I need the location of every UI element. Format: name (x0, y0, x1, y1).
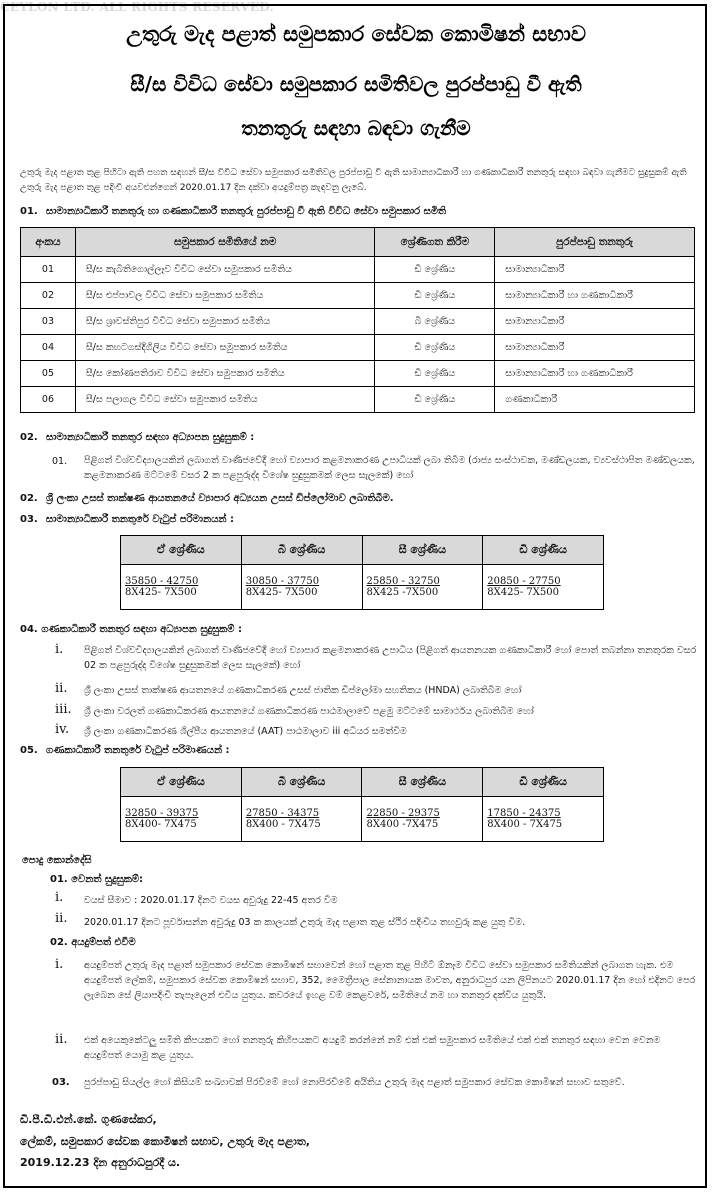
societies-table (20, 227, 695, 413)
table-cell: ඩී ශ්‍රේණිය (375, 283, 495, 309)
salary-cell (362, 565, 483, 610)
salary-steps: 8X425- 7X500 (487, 587, 559, 598)
section-number: 02. (20, 493, 38, 504)
table-cell: සී/ස කෝණපතිරාව විවිධ සේවා සමුපකාර සමිතිය (75, 361, 375, 387)
grade-header: ඒ ශ්‍රේණිය (121, 536, 242, 565)
signatory-name: ඩී.පී.ඩී.එන්.කේ. ගුණසේකර, (20, 1113, 157, 1126)
section-03-heading (20, 514, 234, 525)
salary-range: 35850 - 42750 (125, 576, 199, 587)
header-line-3: තනතුරු සඳහා බඳවා ගැනීම (241, 116, 471, 140)
table-cell: සී/ස එප්පාවල විවිධ සේවා සමුපකාර සමිතිය (75, 283, 375, 309)
roman-numeral: iv. (55, 722, 70, 737)
table-row (21, 309, 695, 335)
table-cell: 04 (21, 335, 76, 361)
table-cell: සී/ස පලාගල විවිධ සේවා සමුපකාර සමිතිය (75, 387, 375, 413)
other-qualifications-heading: 01. වෙනත් සුදුසුකම්: (50, 874, 144, 885)
roman-numeral: i. (55, 642, 64, 657)
table-cell: 06 (21, 387, 76, 413)
table-cell: සී/ස කැබිතිගොල්ලෑව විවිධ සේවා සමුපකාර සමිතිය (75, 257, 375, 283)
section-title: ශ්‍රී ලංකා උසස් තාක්ෂණ ආයතනයේ ව්‍යාපාර අධ්‍යයන උසස් ඩිප්ලෝමාව ලබාතිබීම. (46, 493, 394, 504)
section-title: සාමාන්‍යාධිකාරී තනතුර සඳහා අධ්‍යාපන සුදුසුකම් : (46, 432, 255, 443)
general-conditions-title: පොදු කොන්දේසි (22, 855, 92, 866)
acc-qualification-text: පිළිගත් විශ්වවිද්‍යාලයකින් ලබාගත් වාණිජවේදී හෝ ව්‍යාපාර කළමනාකරණ උපාධිය (පිළිගත් ආයතනයක ගණකාධිකාරී හෝ පොත් තබන්නා තනතුරක වසර 02 ක පළපුරුද්ද විශේෂ සුදුසුකමක් ලෙස සැලකේ) හෝ (84, 645, 697, 671)
table-cell: බී ශ්‍රේණිය (375, 309, 495, 335)
table-cell: ඩී ශ්‍රේණිය (375, 387, 495, 413)
table-header-row (121, 768, 604, 797)
table-cell: සාමාන්‍යාධිකාරී හා ගණකාධිකාරී (495, 361, 695, 387)
table-row (21, 257, 695, 283)
salary-cell (241, 565, 362, 610)
salary-range: 20850 - 27750 (487, 576, 561, 587)
acc-qualification-text: ශ්‍රී ලංකා උසස් තාක්ෂණ ආයතනයේ ගණකාධිකරණ උසස් ජාතික ඩිප්ලෝමා සහතිකය (HNDA) ලබාතිබීම හෝ (84, 685, 522, 696)
salary-range: 30850 - 37750 (245, 576, 320, 587)
section-number: 03. (20, 514, 38, 525)
table-header-row (121, 536, 604, 565)
grade-header: බී ශ්‍රේණිය (241, 768, 362, 797)
section-05-heading (20, 745, 230, 756)
grade-header: සී ශ්‍රේණිය (362, 536, 483, 565)
table-cell: 01 (21, 257, 76, 283)
section-number: 01. (20, 206, 38, 217)
signatory-title: ලේකම්, සමුපකාර සේවක කොමිෂන් සභාව, උතුරු මැද පළාත, (20, 1135, 310, 1148)
section-number: 02. (20, 432, 38, 443)
salary-steps: 8X400 - 7X475 (245, 819, 321, 830)
gm-qualification-text: පිළිගත් විශ්වවිද්‍යාලයකින් ලබාගත් වාණිජවේදී හෝ ව්‍යාපාර කළමනාකරණ උපාධියක් ලබා තිබීම (රාජ්‍ය සංස්ථාවක, මණ්ඩලයක, ව්‍යවස්ථාපිත මණ්ඩලයක, කළමනාකරණ මට්ටමේ වසර 2 ක පළපුරුද්ද විශේෂ සුදුසුකමක් ලෙස සැලකේ) හෝ (84, 455, 695, 481)
salary-cell (483, 797, 604, 842)
section-title: ගණකාධිකාරී තනතුර සඳහා අධ්‍යාපන සුදුසුකම් : (41, 624, 242, 635)
table-cell: ඩී ශ්‍රේණිය (375, 361, 495, 387)
acc-qualification-text: ශ්‍රී ලංකා වරලත් ගණකාධිකරණ ආයතනයේ ගණකාධිකරණ පාඨමාලාවේ පළමු මට්ටමේ සාමාර්ථය ලබාතිබීම හෝ (84, 706, 534, 717)
salary-steps: 8X425 -7X500 (366, 587, 439, 598)
salary-range: 32850 - 39375 (125, 808, 199, 819)
table-cell: සාමාන්‍යාධිකාරී (495, 335, 695, 361)
salary-cell (241, 797, 362, 842)
roman-numeral: iii. (55, 702, 72, 717)
section-title: ගණකාධිකාරී තනතුරේ වැටුප් පරිමාණයන් : (46, 745, 230, 756)
roman-numeral: ii. (55, 911, 68, 926)
accountant-salary-table (120, 767, 604, 842)
grade-header: ඩී ශ්‍රේණිය (483, 768, 604, 797)
table-cell: ඩී ශ්‍රේණිය (375, 335, 495, 361)
salary-cell (121, 797, 242, 842)
gm-salary-table (120, 535, 604, 610)
roman-numeral: i. (55, 890, 64, 905)
grade-header: ඒ ශ්‍රේණිය (121, 768, 242, 797)
grade-header: ඩී ශ්‍රේණිය (483, 536, 604, 565)
condition-03-text: පුරප්පාඩු සියල්ල හෝ කිසියම් සංඛ්‍යාවක් පිරවීමේ හෝ නොපිරවීමේ අයිතිය උතුරු මැද පළාත් සමුපකාර සේවක කොමිෂන් සභාව සතුවේ. (84, 1077, 625, 1088)
gm-qualification-number: 01. (52, 456, 68, 467)
section-04-heading (20, 624, 242, 635)
table-cell: සාමාන්‍යාධිකාරී (495, 257, 695, 283)
salary-range: 27850 - 34375 (245, 808, 320, 819)
table-row (21, 335, 695, 361)
table-cell: 02 (21, 283, 76, 309)
roman-numeral: i. (55, 957, 64, 972)
table-row (121, 797, 604, 842)
grade-header: බී ශ්‍රේණිය (241, 536, 362, 565)
table-header-row (21, 228, 695, 257)
section-title: සාමාන්‍යාධිකාරී තනතුරේ වැටුප් පරිමානයන් : (46, 514, 234, 525)
salary-steps: 8X425- 7X500 (245, 587, 318, 598)
section-01-heading (20, 206, 446, 217)
section-title: සාමාන්‍යාධිකාරී තනතුරු හා ගණකාධිකාරී තනතුරු පුරප්පාඩු වී ඇති විවිධ සේවා සමුපකාර සමිති (46, 206, 447, 217)
salary-steps: 8X400 -7X475 (366, 819, 439, 830)
salary-range: 22850 - 29375 (366, 808, 440, 819)
column-header: අංකය (21, 228, 76, 257)
table-cell: 03 (21, 309, 76, 335)
table-cell: සී/ස කහටගස්දිගිලිය විවිධ සේවා සමුපකාර සමිතිය (75, 335, 375, 361)
salary-range: 25850 - 32750 (366, 576, 440, 587)
table-row (121, 565, 604, 610)
section-02b-heading (20, 493, 394, 504)
roman-numeral: ii. (55, 681, 68, 696)
table-cell: ගණකාධිකාරී (495, 387, 695, 413)
grade-header: සී ශ්‍රේණිය (362, 768, 483, 797)
other-qualification-text: 2020.01.17 දිනට පූර්වාසන්න අවුරුදු 03 ක කාලයක් උතුරු මැද පළාත තුළ ස්ථිර පදිංචිය තහවුරු කළ යුතු විම. (84, 917, 526, 928)
acc-qualification-text: ශ්‍රී ලංකා ගණකාධිකරණ ශිල්පීය ආයතනයේ (AAT) පාඨමාලාව iii අධියර සමත්වීම (84, 726, 407, 737)
column-header: ශ්‍රේණිගත කිරීම (375, 228, 495, 257)
salary-steps: 8X425- 7X500 (125, 587, 197, 598)
table-row (21, 283, 695, 309)
table-row (21, 387, 695, 413)
salary-cell (121, 565, 242, 610)
salary-steps: 8X400- 7X475 (125, 819, 197, 830)
column-header: සමුපකාර සමිතියේ නම (75, 228, 375, 257)
header-line-1: උතුරු මැද පළාත් සමුපකාර සේවක කොමිෂන් සභාව (126, 22, 586, 46)
roman-numeral: ii. (55, 1032, 68, 1047)
table-cell: 05 (21, 361, 76, 387)
header-line-2: සී/ස විවිධ සේවා සමුපකාර සමිතිවල පුරප්පාඩු වී ඇති (130, 72, 582, 96)
section-number: 05. (20, 745, 38, 756)
salary-cell (362, 797, 483, 842)
condition-03-number: 03. (52, 1077, 70, 1088)
table-cell: සී/ස ශ්‍රාවස්තිපුර විවිධ සේවා සමුපකාර සමිතිය (75, 309, 375, 335)
other-qualification-text: වයස් සීමාව : 2020.01.17 දිනට වයස අවුරුදු 22-45 අතර විම (84, 895, 338, 906)
section-02-heading (20, 432, 254, 443)
application-heading: 02. අයදුම්පත් එවීම (50, 937, 136, 948)
watermark: CEYLON LTD. ALL RIGHTS RESERVED. (0, 0, 275, 14)
salary-range: 17850 - 24375 (487, 808, 561, 819)
column-header: පුරප්පාඩු තනතුරු (495, 228, 695, 257)
table-cell: ඩී ශ්‍රේණිය (375, 257, 495, 283)
signature-date: 2019.12.23 දින අනුරාධපුරදී ය. (20, 1156, 181, 1169)
table-cell: සාමාන්‍යාධිකාරී (495, 309, 695, 335)
table-cell: සාමාන්‍යාධිකාරී හා ගණකාධිකාරී (495, 283, 695, 309)
intro-paragraph: උතුරු මැද පළාත තුළ පිහිටා ඇති පහත සඳහන් සී/ස විවිධ සේවා සමුපකාර සමිතිවල පුරප්පාඩු වී ඇති සාමාන්‍යාධිකාරී හා ගණකාධිකාරී තනතුරු සඳහා බඳවා ගැනීමට සුදුසුකම් ඇති උතුරු මැද පළාත තුළ පදිංචි අයවළුන්ගෙන් 2020.01.17 දින දක්වා අයදුම්පත්‍ර කැඳවනු ලැබේ. (20, 168, 687, 193)
table-row (21, 361, 695, 387)
salary-steps: 8X400 - 7X475 (487, 819, 563, 830)
salary-cell (483, 565, 604, 610)
application-instruction: අයදුම්පත් උතුරු මැද පළාත් සමුපකාර සේවක කොමිෂන් සභාවෙන් හෝ පළාත තුළ පිහිටි ඕනෑම විවිධ සේවා සමුපකාර සමිතියකින් ලබාගත හැක. එම අයදුම්පත් ලේකම්, සමුපකාර සේවක කොමිෂන් සභාව, 352, මෛත්‍රීපාල සේනානායක මාවත, අනුරාධපුර යන ලිපිනයට 2020.01.17 දින හෝ එදිනට පෙර ලැබෙන සේ ලියාපදිංචි තැපෑලෙන් එවිය යුතුය. කවරයේ ඉහළ වම් කෙළවරේ, සමිතියේ නම හා තනතුර දක්විය යුතුයි. (84, 960, 696, 1001)
section-number: 04. (20, 624, 38, 635)
application-instruction: එක් අයෙකුකේටලු සමිති කීපයකට හෝ තනතුරු කිහිපයකට අයදුම් කරන්නේ නම් එක් එක් සමුපකාර සමිතියේ එක් එක් තනතුර සඳහා වෙන වෙනම අයදුම්පත් යොමු කළ යුතුය. (84, 1035, 661, 1061)
